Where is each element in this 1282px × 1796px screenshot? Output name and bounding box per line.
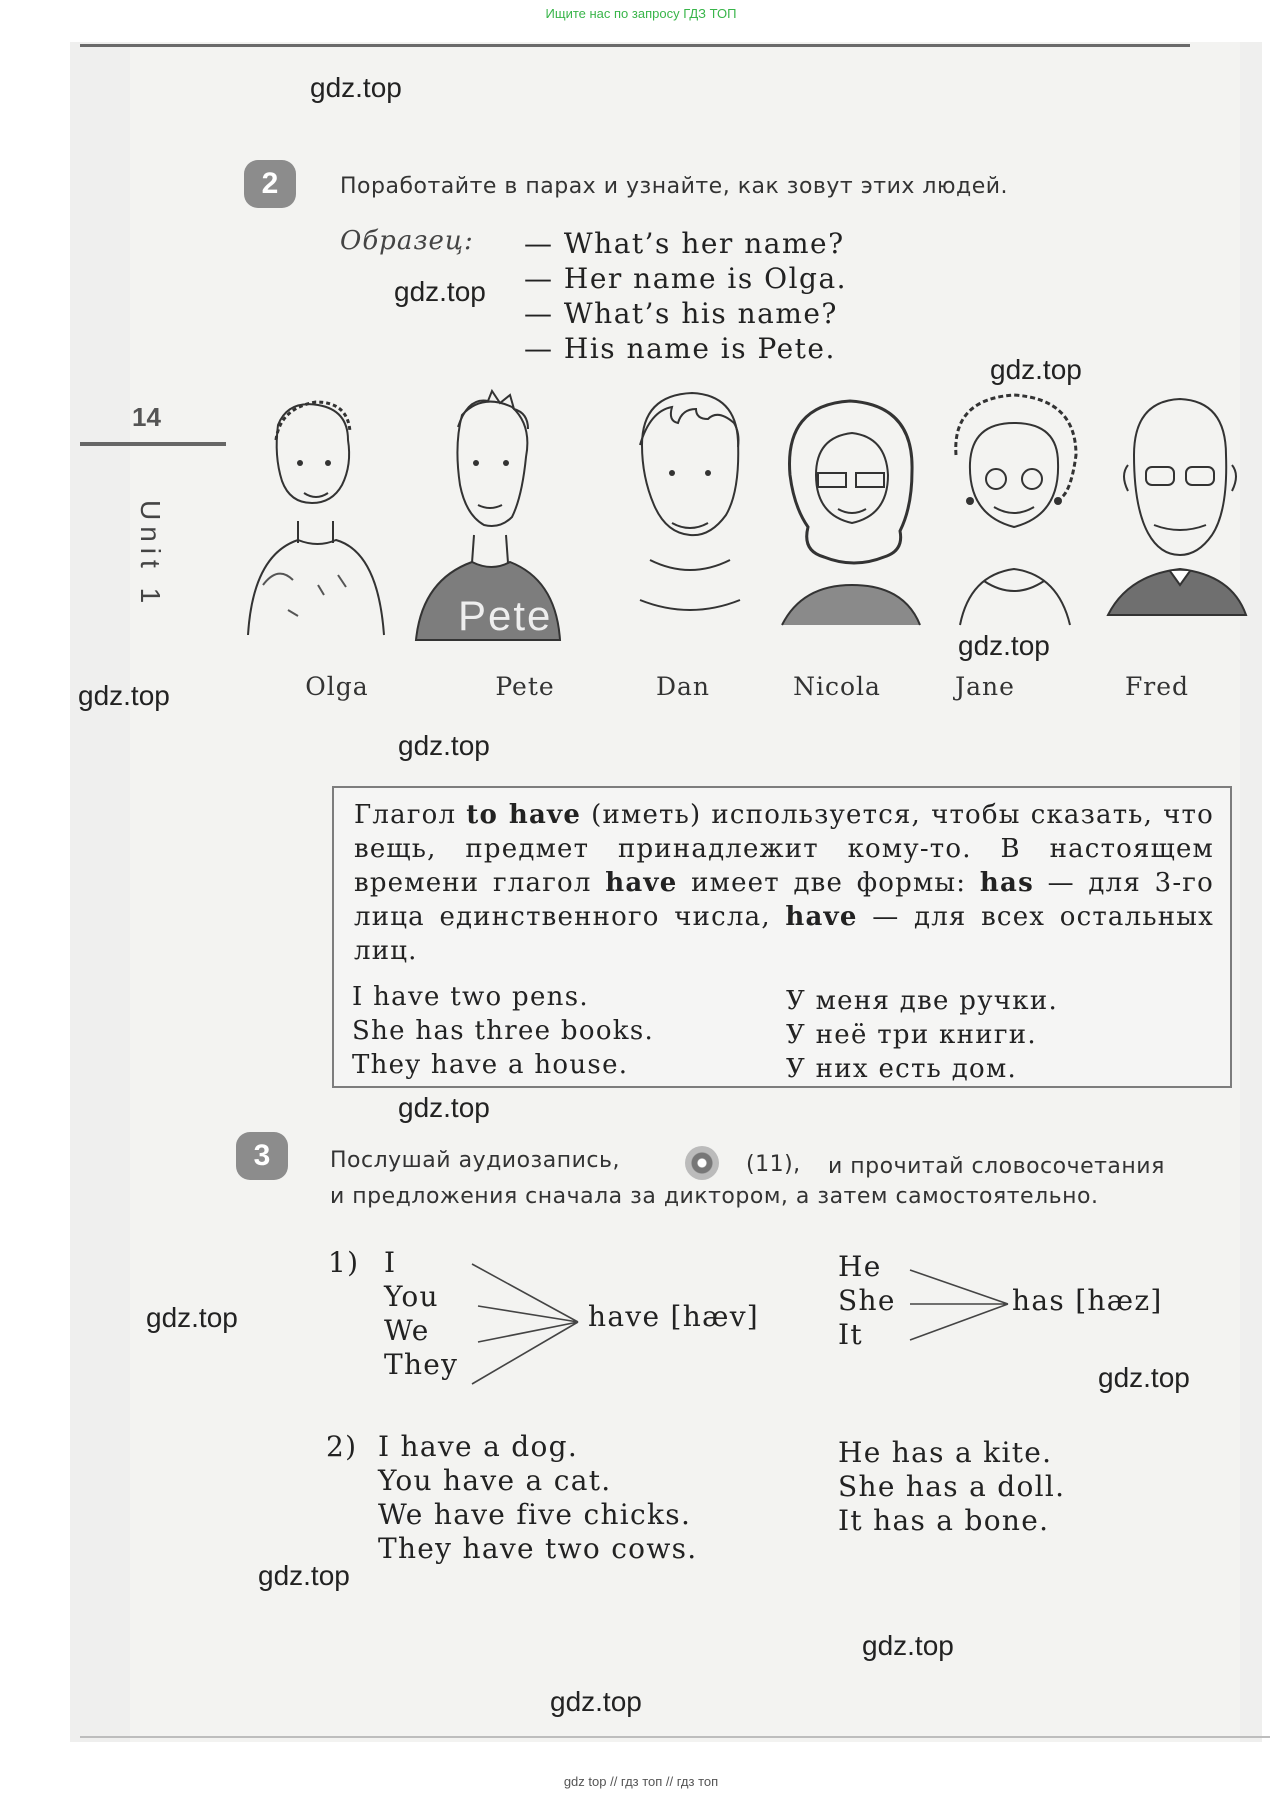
dialog-line: — His name is Pete.	[524, 332, 836, 365]
track-number: (11),	[746, 1152, 801, 1177]
page-top-edge	[80, 44, 1190, 47]
dialog-line: — What’s his name?	[524, 297, 838, 330]
sentence: They have two cows.	[378, 1532, 698, 1565]
portrait-olga	[238, 385, 388, 645]
watermark: gdz.top	[398, 730, 490, 761]
watermark: gdz.top	[146, 1302, 238, 1333]
arrows-to-has	[908, 1268, 1010, 1342]
person-name: Fred	[1124, 672, 1190, 701]
unit-label	[130, 500, 170, 660]
dialog-line: — Her name is Olga.	[524, 262, 848, 295]
watermark: gdz.top	[310, 72, 402, 103]
exercise-instruction: Поработайте в парах и узнайте, как зовут этих людей.	[340, 174, 1009, 199]
sentence: It has a bone.	[838, 1504, 1050, 1537]
sentence: I have a dog.	[378, 1430, 579, 1463]
person-name: Olga	[305, 672, 369, 701]
watermark: gdz.top	[78, 680, 170, 711]
bottom-banner: gdz top // гдз топ // гдз топ	[563, 1774, 719, 1789]
example-line: У них есть дом.	[786, 1054, 1018, 1084]
sentence: She has a doll.	[838, 1470, 1066, 1503]
pronoun: We	[384, 1314, 430, 1347]
watermark: gdz.top	[1098, 1362, 1190, 1393]
example-line: They have a house.	[352, 1050, 629, 1080]
exercise-instruction: Послушай аудиозапись,	[330, 1148, 620, 1173]
sentences-have	[378, 1430, 697, 1566]
watermark: gdz.top	[258, 1560, 350, 1591]
sentence: We have five chicks.	[378, 1498, 692, 1531]
watermark: gdz.top	[958, 630, 1050, 661]
audio-cd-icon	[685, 1146, 719, 1180]
page-number-rule	[80, 442, 226, 446]
item-label: 1)	[328, 1246, 360, 1279]
dialog-line: — What’s her name?	[524, 227, 845, 260]
portrait-nicola	[774, 385, 924, 645]
unit-label-text: Unit 1	[135, 500, 166, 610]
shirt-label: Pete	[458, 592, 553, 639]
top-banner: Ищите нас по запросу ГДЗ ТОП	[545, 6, 737, 21]
sentence: He has a kite.	[838, 1436, 1053, 1469]
portrait-fred	[1100, 385, 1250, 645]
pronoun: You	[384, 1280, 439, 1313]
pronouns-has	[838, 1250, 896, 1352]
pronoun: They	[384, 1348, 459, 1381]
page-number: 14	[132, 402, 161, 432]
watermark: gdz.top	[398, 1092, 490, 1123]
pronouns-have	[384, 1246, 458, 1382]
portrait-jane	[940, 385, 1090, 645]
watermark: gdz.top	[990, 354, 1082, 385]
pronoun: He	[838, 1250, 882, 1283]
sentences-has	[838, 1436, 1065, 1538]
portrait-dan	[610, 385, 760, 645]
examples-english	[352, 980, 654, 1082]
sample-label: Образец:	[340, 226, 474, 256]
pronoun: It	[838, 1318, 863, 1351]
example-line: У меня две ручки.	[786, 986, 1059, 1016]
person-name: Dan	[655, 672, 711, 701]
person-name: Pete	[495, 672, 555, 701]
exercise-number-badge: 3	[236, 1132, 288, 1180]
watermark: gdz.top	[394, 276, 486, 307]
watermark: gdz.top	[862, 1630, 954, 1661]
pronoun: She	[838, 1284, 896, 1317]
have-form: have [hæv]	[588, 1300, 760, 1333]
exercise-number-badge: 2	[244, 160, 296, 208]
grammar-rule-box	[332, 786, 1232, 1088]
watermark: gdz.top	[550, 1686, 642, 1717]
sample-dialog	[524, 226, 847, 366]
pronoun: I	[384, 1246, 397, 1279]
arrows-to-have	[470, 1262, 582, 1386]
item-label: 2)	[326, 1430, 358, 1463]
example-line: She has three books.	[352, 1016, 655, 1046]
grammar-rule-text: Глагол to have (иметь) используется, чтобы сказать, что вещь, предмет принадлежит кому-то. В настоящем времени глагол have имеет две формы: has — для 3-го лица единственного числа, have — для всех остальных лиц.	[354, 800, 1214, 966]
sentence: You have a cat.	[378, 1464, 612, 1497]
person-name: Jane	[955, 672, 1015, 701]
has-form: has [hæz]	[1012, 1284, 1163, 1317]
example-line: I have two pens.	[352, 982, 589, 1012]
page-bottom-edge	[80, 1736, 1270, 1738]
example-line: У неё три книги.	[786, 1020, 1037, 1050]
exercise-instruction-line2: и предложения сначала за диктором, а затем самостоятельно.	[330, 1184, 1099, 1209]
exercise-instruction-cont: и прочитай словосочетания	[828, 1154, 1165, 1179]
person-name: Nicola	[793, 672, 881, 701]
examples-russian	[786, 984, 1058, 1086]
